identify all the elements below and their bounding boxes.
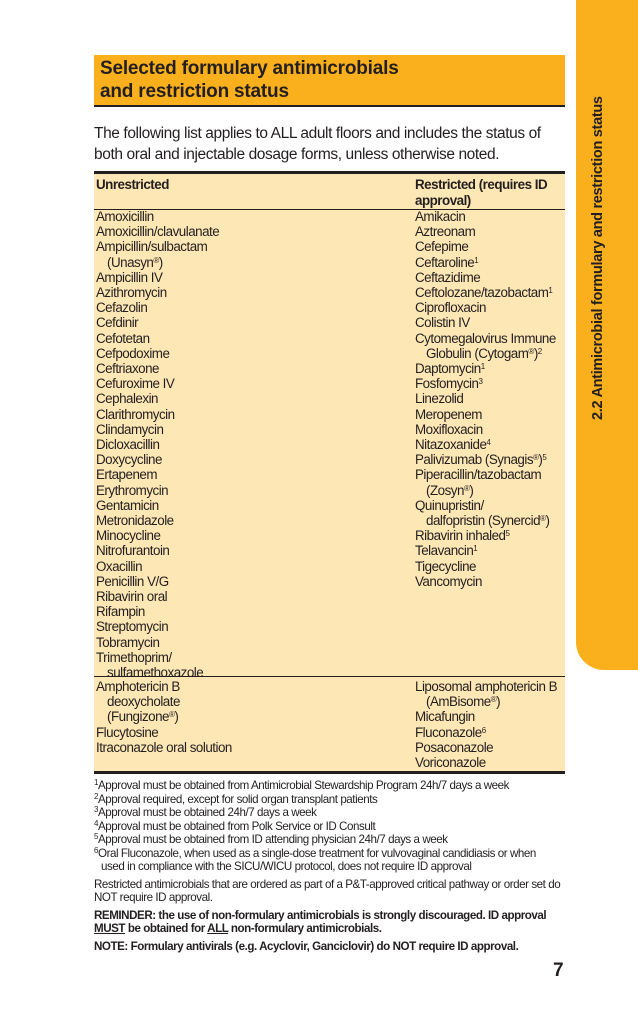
list-item: Trimethoprim/ [96, 649, 172, 665]
section-tab-label: 2.2 Antimicrobial formulary and restriction status [590, 96, 606, 420]
antifungal-restricted-column [415, 679, 563, 770]
list-item: Quinupristin/ [415, 497, 484, 513]
footnote: $^2$Approval required, except for solid organ transplant patients [94, 791, 378, 806]
list-item: Rifampin [96, 604, 145, 620]
list-item: Metronidazole [96, 513, 174, 529]
list-item: Clindamycin [96, 421, 164, 437]
list-item: Ceftolozane/tazobactam$^1$ [415, 285, 553, 301]
formulary-table [94, 171, 565, 774]
list-item: Meropenem [415, 406, 482, 422]
list-item: Cefpodoxime [96, 345, 170, 361]
list-item: Cefdinir [96, 315, 139, 331]
list-item: Posaconazole [415, 739, 494, 755]
list-item: Oxacillin [96, 558, 143, 574]
list-item: Amikacin [415, 209, 466, 224]
list-item: Linezolid [415, 391, 464, 407]
list-item: Daptomycin$^1$ [415, 361, 485, 377]
page-number: 7 [553, 960, 564, 981]
footnote: used in compliance with the SICU/WICU protocol, does not require ID approval [101, 860, 472, 873]
page-title: Selected formulary antimicrobials and restriction status [94, 55, 565, 107]
antiviral-note: NOTE: Formulary antivirals (e.g. Acyclovir, Ganciclovir) do NOT require ID approval. [94, 939, 519, 953]
intro-text: The following list applies to ALL adult floors and includes the status of both oral and injectable dosage forms, unless otherwise noted. [94, 125, 541, 163]
section-tab [576, 0, 638, 670]
list-item: Minocycline [96, 528, 161, 544]
list-item: (Fungizone®) [107, 709, 179, 725]
list-item: Tigecycline [415, 558, 476, 574]
list-item: Tobramycin [96, 634, 160, 650]
list-item: Aztreonam [415, 224, 476, 240]
list-item: Cefazolin [96, 300, 148, 316]
list-item: Itraconazole oral solution [96, 739, 232, 755]
list-item: Cefotetan [96, 330, 150, 346]
list-item: Erythromycin [96, 482, 169, 498]
list-item: (Zosyn®) [426, 482, 474, 498]
list-item: deoxycholate [107, 694, 180, 710]
list-item: Nitrofurantoin [96, 543, 170, 559]
list-item: Gentamicin [96, 497, 159, 513]
list-item: Ribavirin inhaled$^5$ [415, 528, 510, 544]
footnotes [94, 779, 564, 953]
list-item: Fluconazole$^6$ [415, 724, 486, 740]
reminder-note: REMINDER: the use of non-formulary antimicrobials is strongly discouraged. ID approval MUST be obtained for ALL non-formulary antimicrobials. [94, 908, 547, 935]
list-item: Streptomycin [96, 619, 169, 635]
list-item: Ciprofloxacin [415, 300, 486, 316]
list-item: Liposomal amphotericin B [415, 679, 558, 694]
list-item: dalfopristin (Synercid®) [426, 513, 550, 529]
list-item: Vancomycin [415, 573, 482, 589]
footnote: $^1$Approval must be obtained from Antimicrobial Stewardship Program 24h/7 days a week [94, 778, 509, 792]
restricted-column [415, 177, 563, 589]
list-item: Azithromycin [96, 285, 167, 301]
footnote: $^5$Approval must be obtained from ID attending physician 24h/7 days a week [94, 832, 448, 846]
list-item: Amoxicillin [96, 209, 154, 224]
list-item: Clarithromycin [96, 406, 175, 422]
list-item: Amphotericin B [96, 679, 180, 694]
list-item: Penicillin V/G [96, 573, 169, 589]
list-item: Nitazoxanide$^4$ [415, 437, 491, 453]
list-item: Ribavirin oral [96, 589, 168, 605]
pathway-note: Restricted antimicrobials that are ordered as part of a P&T-approved critical pathway or order set do NOT require ID approval. [94, 877, 561, 904]
list-item: Amoxicillin/clavulanate [96, 224, 220, 240]
antifungal-unrestricted-column [96, 679, 396, 755]
list-item: sulfamethoxazole [107, 665, 204, 681]
list-item: (Unasyn®) [107, 254, 163, 270]
list-item: Flucytosine [96, 724, 159, 740]
list-item: Micafungin [415, 709, 475, 725]
unrestricted-column [96, 177, 396, 680]
unrestricted-header: Unrestricted [96, 177, 169, 192]
list-item: Doxycycline [96, 452, 162, 468]
list-item: Moxifloxacin [415, 421, 483, 437]
list-item: Ceftriaxone [96, 361, 159, 377]
list-item: Cytomegalovirus Immune [415, 330, 556, 346]
list-item: Fosfomycin$^3$ [415, 376, 483, 392]
list-item: (AmBisome®) [426, 694, 501, 710]
list-item: Ceftazidime [415, 269, 481, 285]
list-item: Piperacillin/tazobactam [415, 467, 542, 483]
list-item: Ertapenem [96, 467, 158, 483]
list-item: Cephalexin [96, 391, 158, 407]
list-item: Ceftaroline$^1$ [415, 254, 479, 270]
list-item: Colistin IV [415, 315, 470, 331]
list-item: Palivizumab (Synagis®)$^5$ [415, 452, 547, 468]
list-item: Voriconazole [415, 755, 486, 771]
list-item: Ampicillin IV [96, 269, 163, 285]
list-item: Ampicillin/sulbactam [96, 239, 208, 255]
footnote: $^6$Oral Fluconazole, when used as a single-dose treatment for vulvovaginal candidiasis or when [94, 845, 536, 860]
restricted-header: Restricted (requires ID approval) [415, 177, 548, 208]
list-item: Cefepime [415, 239, 469, 255]
footnote: $^4$Approval must be obtained from Polk Service or ID Consult [94, 818, 376, 833]
list-item: Globulin (Cytogam®)$^2$ [426, 345, 542, 361]
list-item: Telavancin$^1$ [415, 543, 478, 559]
footnote: $^3$Approval must be obtained 24h/7 days a week [94, 805, 317, 819]
list-item: Dicloxacillin [96, 437, 160, 453]
list-item: Cefuroxime IV [96, 376, 175, 392]
